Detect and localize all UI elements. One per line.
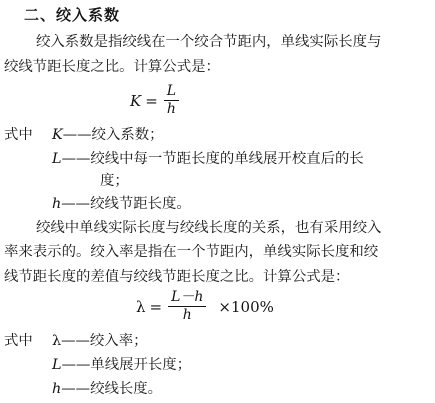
definition-desc: ——绞线长度。 (61, 381, 163, 397)
formula-lambda (136, 290, 274, 323)
definition-var: K (52, 127, 63, 143)
definition-desc: ——绞入系数； (62, 127, 164, 143)
definition-k (52, 126, 164, 144)
definition-var: λ (52, 333, 62, 349)
definition-h (52, 195, 191, 213)
definition-desc: ——绞线中每一节距长度的单线展开校直后的长 (61, 151, 364, 167)
formula-numerator: L－h (168, 290, 206, 307)
definition-l (52, 356, 191, 374)
formula-fraction (168, 290, 206, 323)
paragraph-line: 率来表示的。绞入率是指在一个节距内，单线实际长度和绞 (4, 244, 379, 260)
definition-var: h (52, 196, 62, 212)
definition-l (52, 150, 364, 168)
definition-continuation: 度； (100, 173, 129, 189)
formula-numerator: L (164, 84, 179, 101)
definition-desc: ——绞线节距长度。 (61, 196, 191, 212)
paragraph-line: 绞线节距长度之比。计算公式是： (4, 59, 220, 75)
definition-var: L (52, 357, 62, 373)
definition-var: h (52, 381, 62, 397)
formula-multiplier: ×100% (218, 297, 274, 316)
section-heading: 二、绞入系数 (24, 6, 121, 24)
formula-equals: = (149, 297, 163, 316)
definition-h (52, 380, 162, 398)
definition-lambda (52, 332, 147, 350)
definitions-prefix: 式中 (4, 127, 33, 143)
paragraph-line: 绞线中单线实际长度与绞线长度的关系，也有采用绞入 (36, 220, 382, 236)
formula-denominator: h (166, 101, 176, 117)
definition-var: L (52, 151, 62, 167)
definition-desc: ——绞入率； (61, 333, 148, 349)
formula-equals: = (145, 91, 158, 110)
paragraph-line: 绞入系数是指绞线在一个绞合节距内，单线实际长度与 (36, 34, 382, 50)
definition-desc: ——单线展开长度； (61, 357, 192, 373)
formula-fraction (164, 84, 179, 117)
formula-k (130, 84, 185, 117)
definitions-prefix: 式中 (4, 333, 33, 349)
formula-lhs: K (130, 91, 142, 110)
paragraph-line: 线节距长度的差值与绞线节距长度之比。计算公式是： (4, 269, 350, 285)
formula-lhs: λ (136, 297, 146, 316)
formula-denominator: h (182, 307, 192, 323)
